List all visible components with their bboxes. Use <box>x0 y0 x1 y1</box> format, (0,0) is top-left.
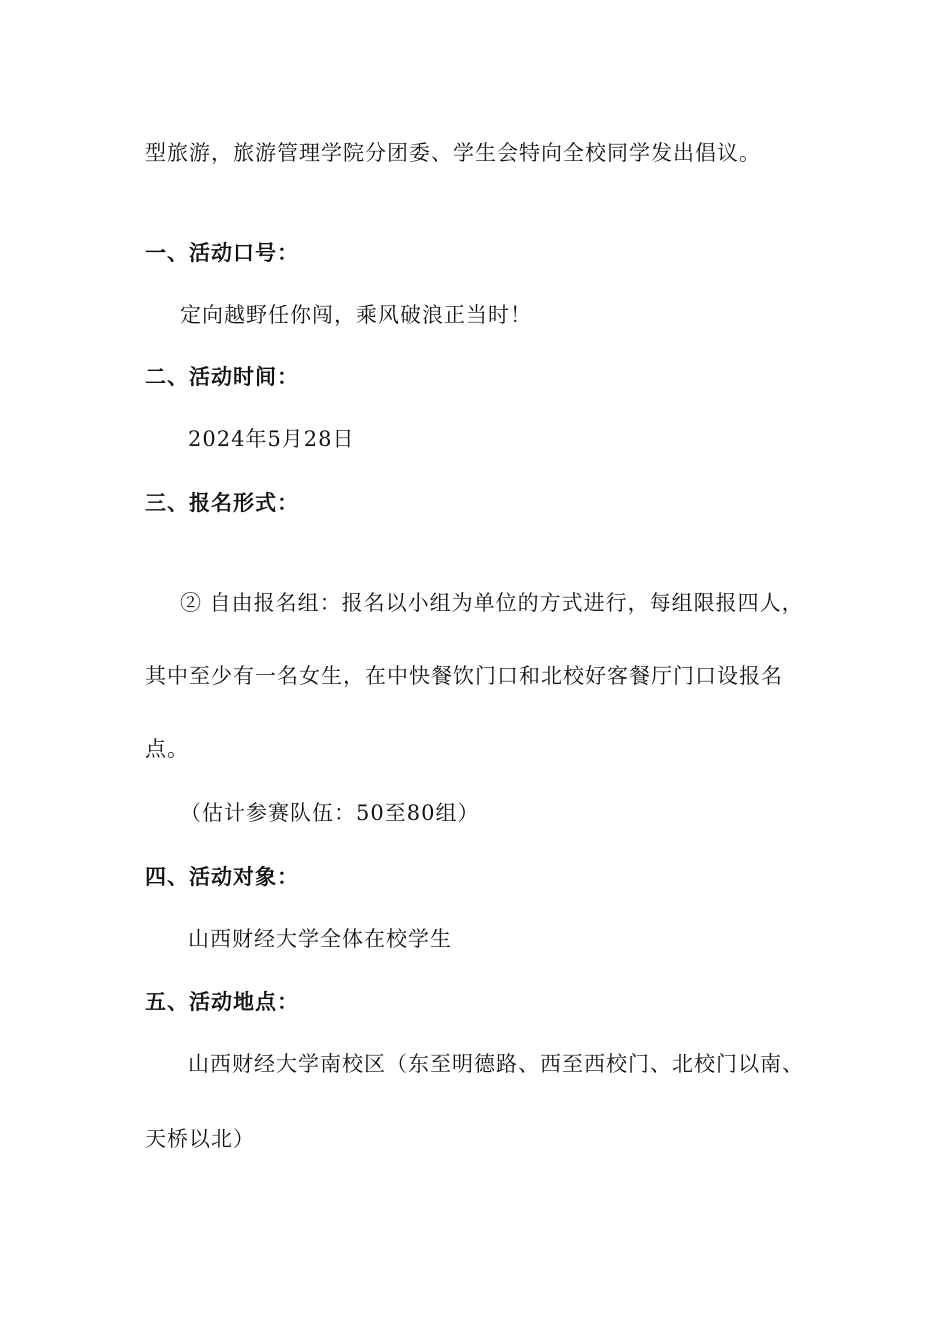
target-text: 山西财经大学全体在校学生 <box>188 927 452 951</box>
time-text: 2024年5月28日 <box>188 427 355 451</box>
section-heading-registration: 三、报名形式： <box>145 491 299 515</box>
registration-estimate: （估计参赛队伍：50至80组） <box>180 801 480 825</box>
registration-line-1: ② 自由报名组：报名以小组为单位的方式进行，每组限报四人， <box>180 591 804 615</box>
registration-line-3: 点。 <box>145 737 189 761</box>
intro-continuation: 型旅游，旅游管理学院分团委、学生会特向全校同学发出倡议。 <box>145 141 761 165</box>
slogan-text: 定向越野任你闯，乘风破浪正当时！ <box>180 303 532 327</box>
registration-line-2: 其中至少有一名女生，在中快餐饮门口和北校好客餐厅门口设报名 <box>145 664 783 688</box>
section-heading-target: 四、活动对象： <box>145 865 299 889</box>
section-heading-time: 二、活动时间： <box>145 365 299 389</box>
location-line-2: 天桥以北） <box>145 1127 255 1151</box>
section-heading-location: 五、活动地点： <box>145 990 299 1014</box>
section-heading-slogan: 一、活动口号： <box>145 241 299 265</box>
location-line-1: 山西财经大学南校区（东至明德路、西至西校门、北校门以南、 <box>188 1052 804 1076</box>
